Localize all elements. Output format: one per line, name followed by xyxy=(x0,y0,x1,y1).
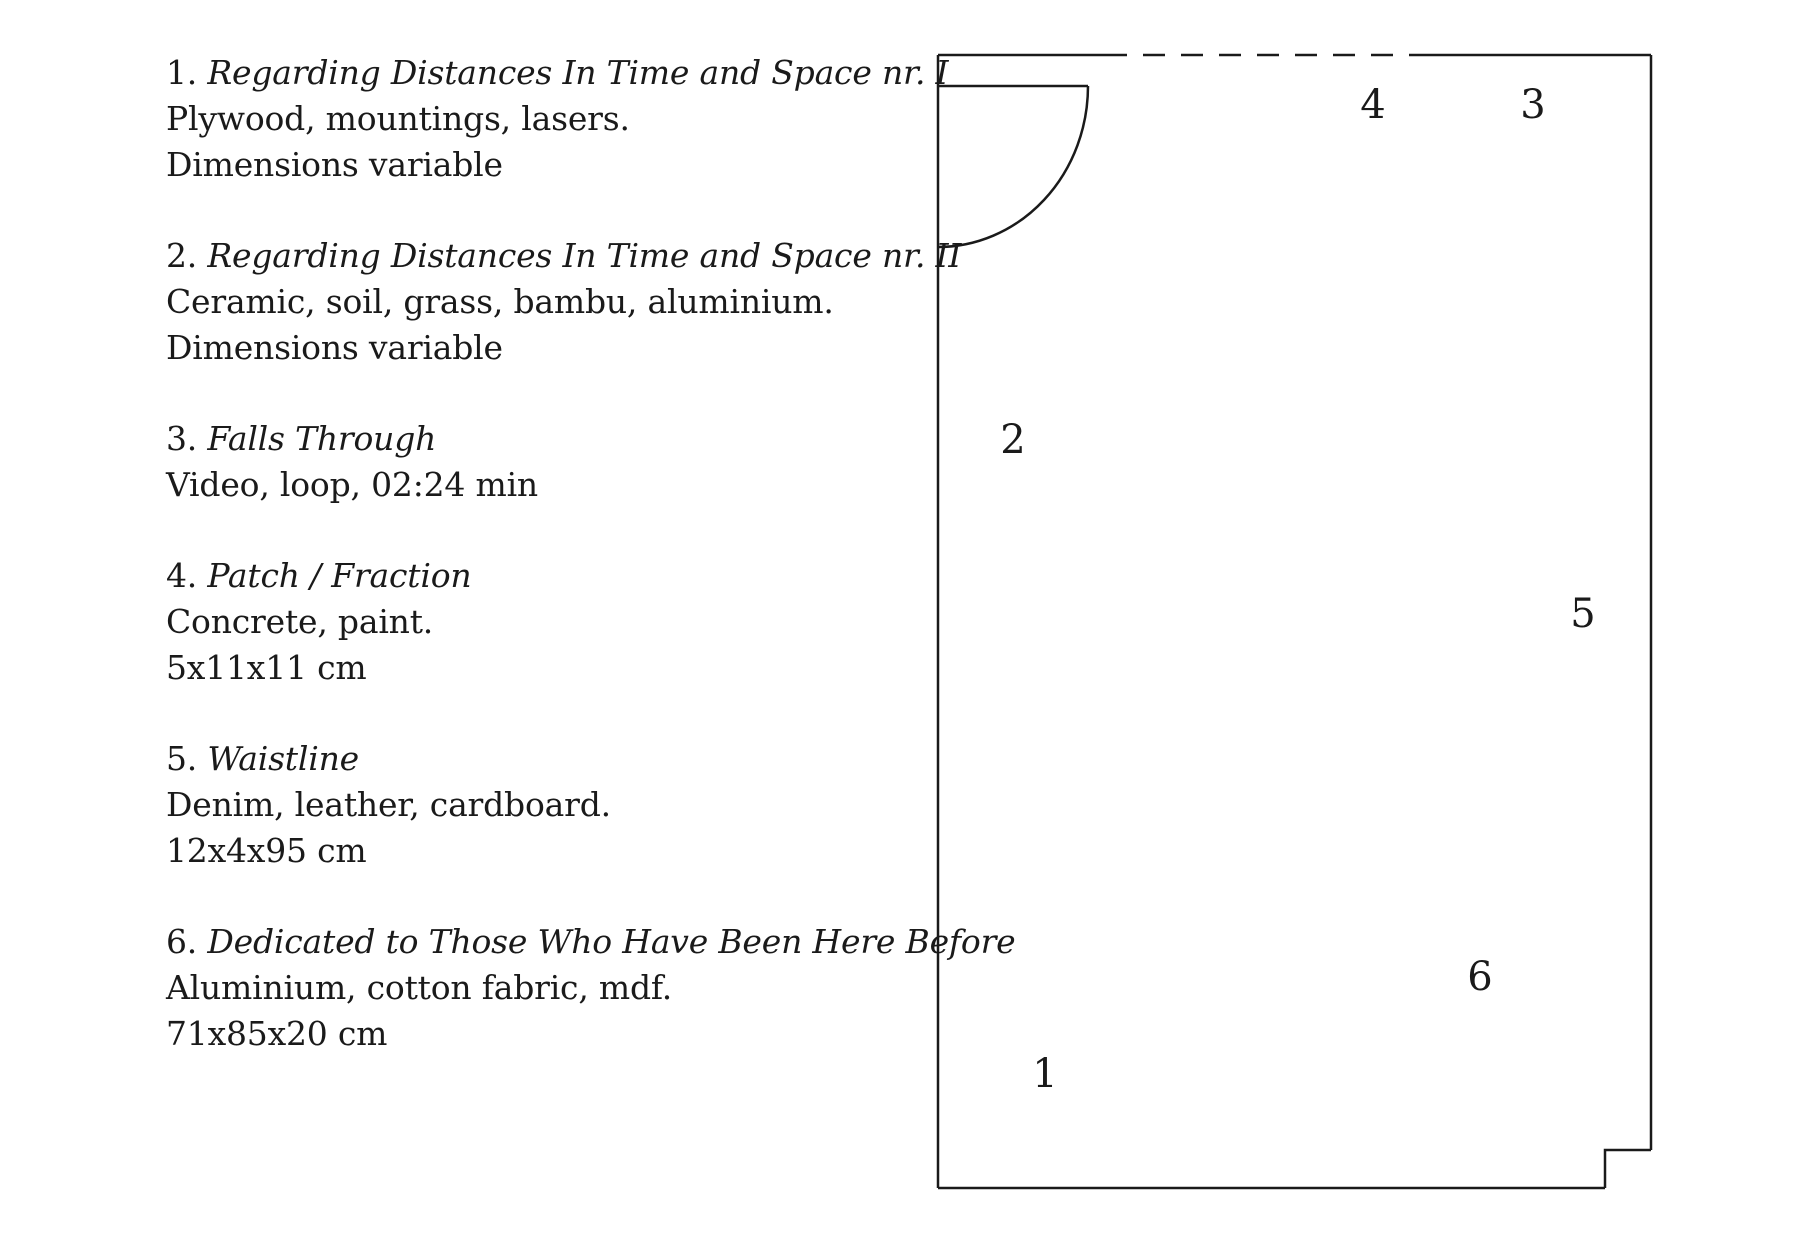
work-title: Patch / Fraction xyxy=(207,556,472,595)
work-number: 6. xyxy=(166,922,198,961)
work-number: 5. xyxy=(166,739,198,778)
work-title: Waistline xyxy=(207,739,359,778)
work-number: 3. xyxy=(166,419,198,458)
work-number: 4. xyxy=(166,556,198,595)
work-materials: Ceramic, soil, grass, bambu, aluminium. xyxy=(166,282,834,321)
work-materials: Concrete, paint. xyxy=(166,602,434,641)
work-dimensions: Dimensions variable xyxy=(166,328,503,367)
floorplan-wall-corner-notch xyxy=(1605,1150,1651,1188)
floorplan-marker-1: 1 xyxy=(1032,1051,1058,1097)
work-title: Regarding Distances In Time and Space nr. I xyxy=(207,53,949,92)
work-dimensions: Dimensions variable xyxy=(166,145,503,184)
work-number: 2. xyxy=(166,236,198,275)
work-materials: Denim, leather, cardboard. xyxy=(166,785,611,824)
work-materials: Aluminium, cotton fabric, mdf. xyxy=(166,968,673,1007)
floorplan-marker-4: 4 xyxy=(1360,82,1386,128)
floorplan-marker-2: 2 xyxy=(1000,417,1026,463)
work-materials: Plywood, mountings, lasers. xyxy=(166,99,630,138)
floorplan-marker-5: 5 xyxy=(1570,591,1596,637)
floorplan-door-swing-arc xyxy=(938,86,1088,247)
work-materials: Video, loop, 02:24 min xyxy=(166,465,538,504)
work-dimensions: 71x85x20 cm xyxy=(166,1014,388,1053)
work-dimensions: 12x4x95 cm xyxy=(166,831,367,870)
floorplan-marker-3: 3 xyxy=(1520,82,1546,128)
work-title: Regarding Distances In Time and Space nr. II xyxy=(207,236,962,275)
work-title: Falls Through xyxy=(207,419,437,458)
work-title: Dedicated to Those Who Have Been Here Before xyxy=(207,922,1016,961)
floorplan-marker-6: 6 xyxy=(1467,954,1493,1000)
work-dimensions: 5x11x11 cm xyxy=(166,648,367,687)
work-number: 1. xyxy=(166,53,198,92)
